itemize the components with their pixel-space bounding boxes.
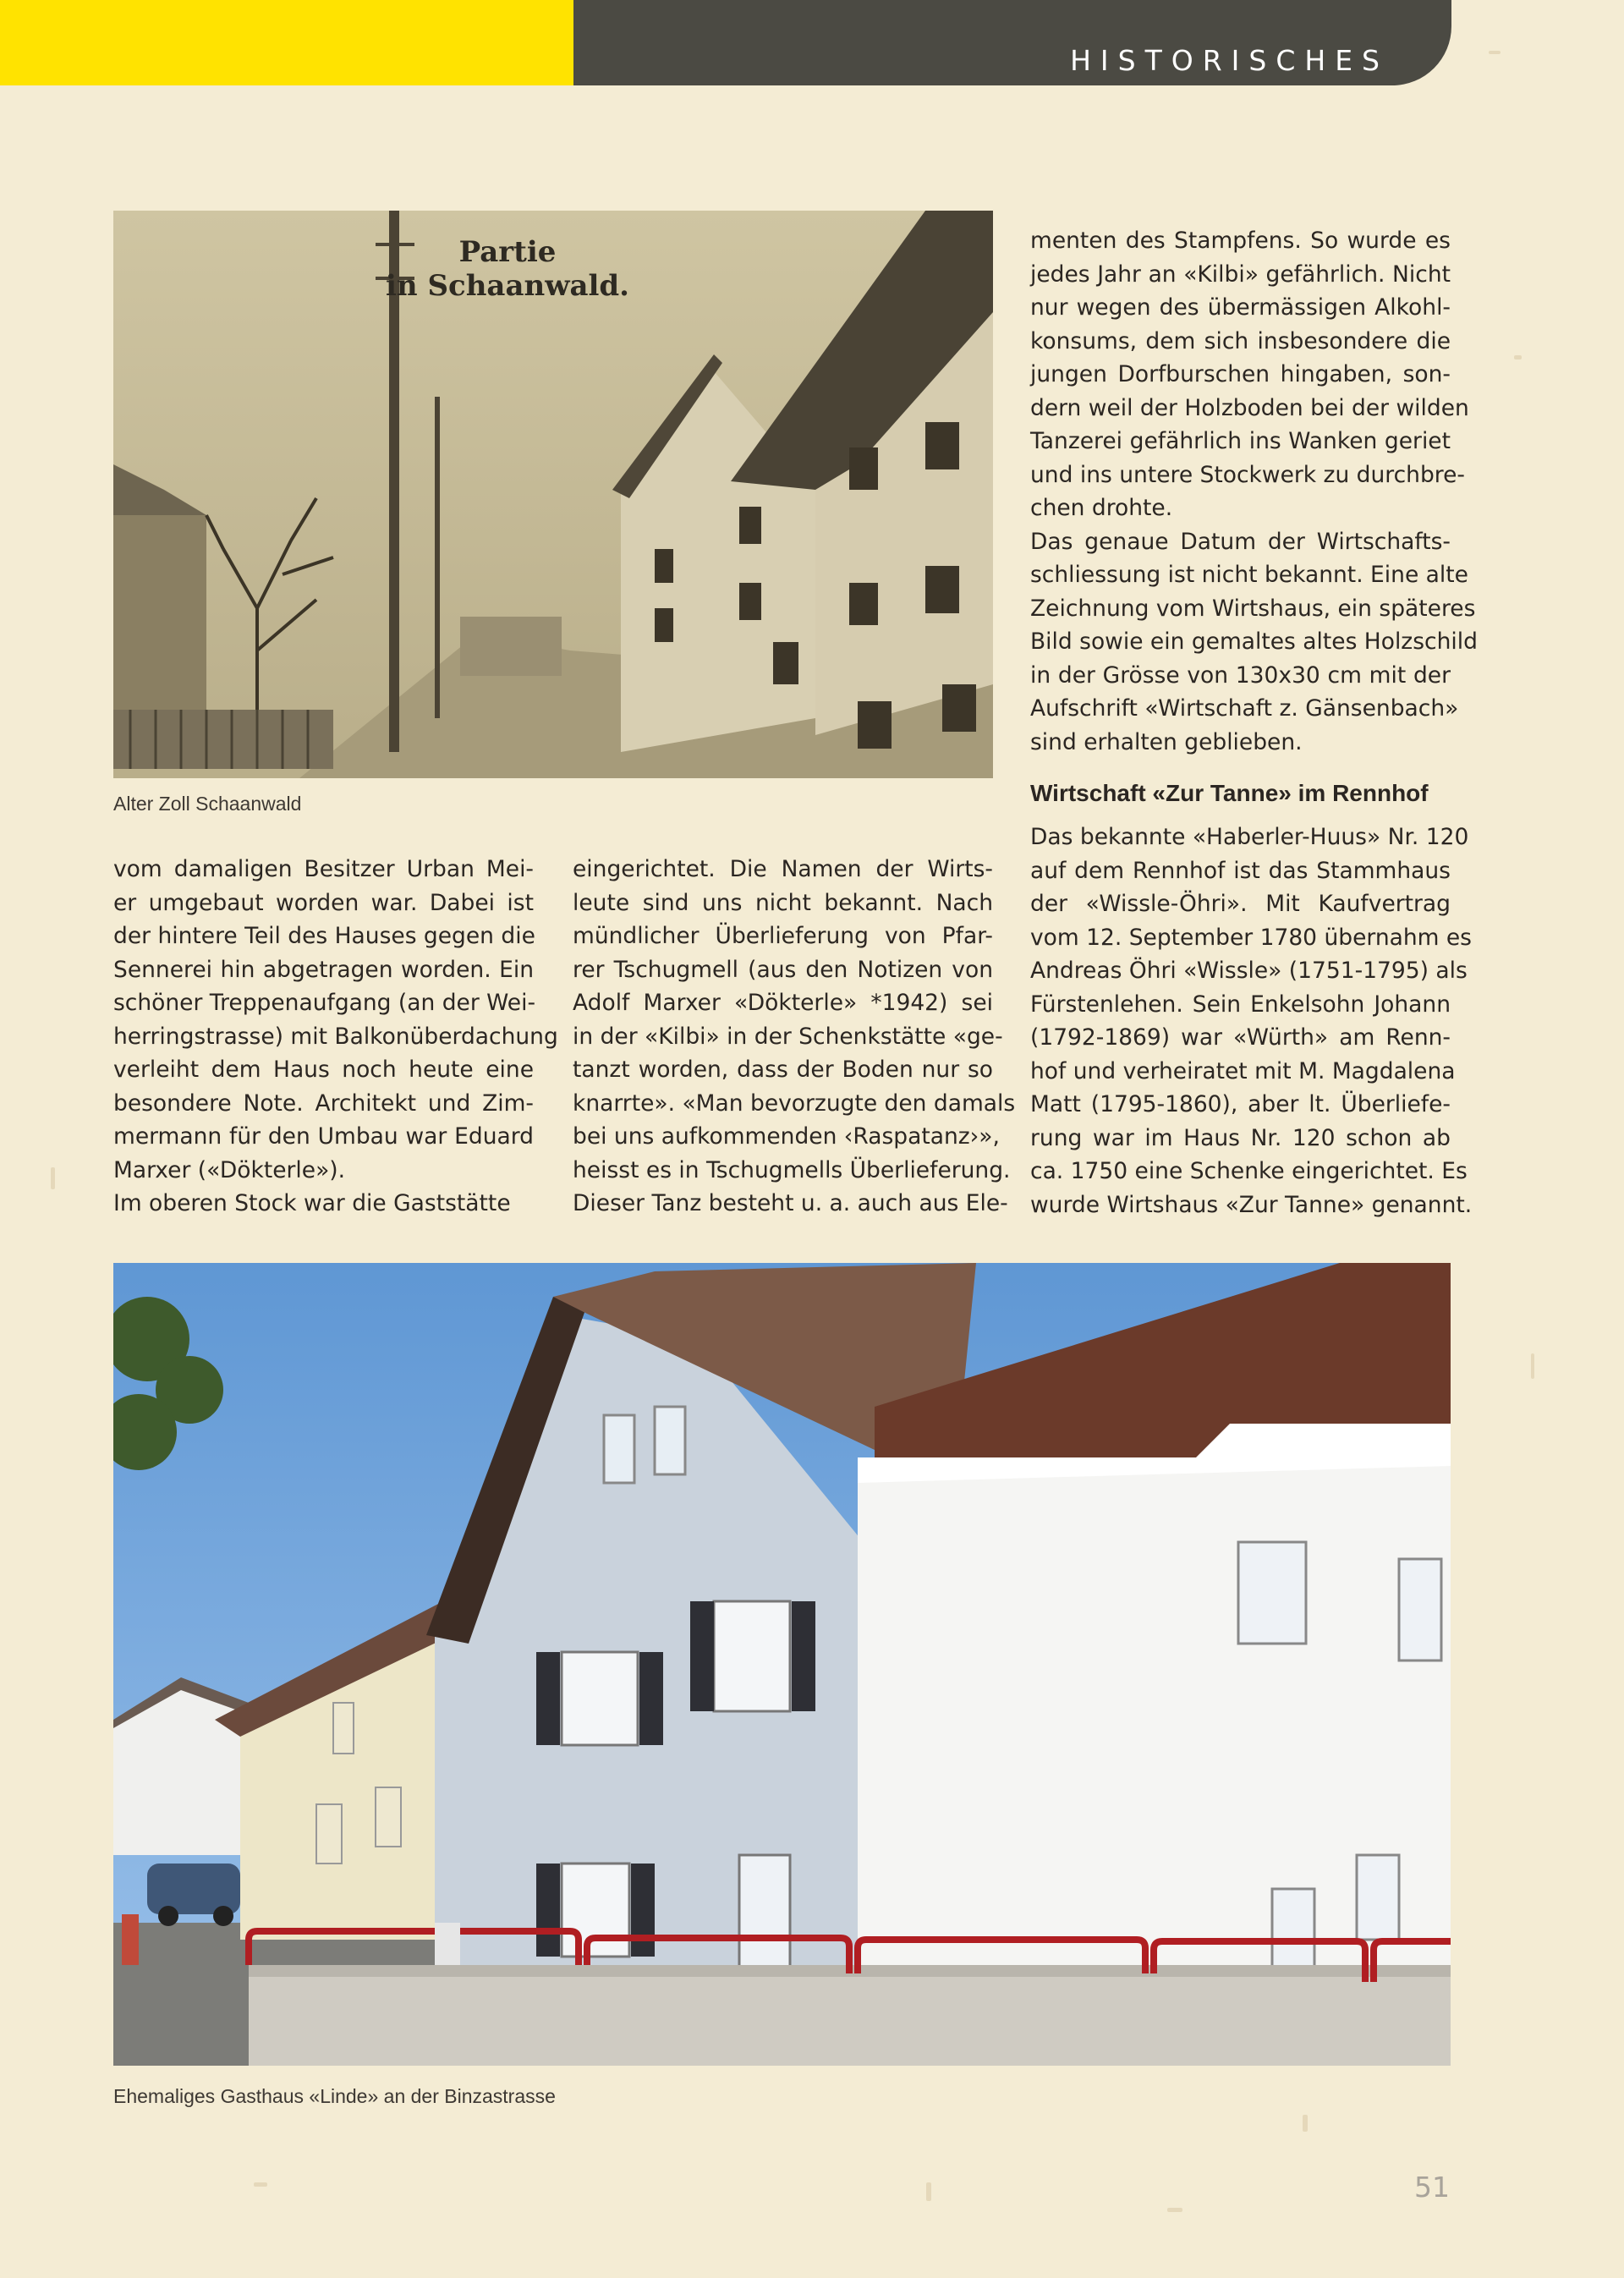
text-line: mermann für den Umbau war Eduard — [113, 1123, 534, 1150]
text-line: heisst es in Tschugmells Überlieferung. — [573, 1156, 1011, 1183]
paper-texture — [1531, 1353, 1534, 1379]
text-line: vom 12. September 1780 übernahm es — [1030, 924, 1472, 951]
text-line: rung war im Haus Nr. 120 schon ab — [1030, 1124, 1451, 1151]
text-line: Zeichnung vom Wirtshaus, ein späteres — [1030, 595, 1476, 622]
page-number: 51 — [1414, 2171, 1450, 2204]
text-line: rer Tschugmell (aus den Notizen von — [573, 956, 993, 983]
text-line: menten des Stampfens. So wurde es — [1030, 228, 1451, 254]
text-line: Fürstenlehen. Sein Enkelsohn Johann — [1030, 991, 1451, 1018]
text-line: konsums, dem sich insbesondere die — [1030, 327, 1451, 354]
section-title: HISTORISCHES — [1070, 44, 1389, 77]
text-line: Im oberen Stock war die Gaststätte — [113, 1190, 511, 1216]
text-line: (1792-1869) war «Würth» am Renn- — [1030, 1024, 1451, 1051]
text-line: dern weil der Holzboden bei der wilden — [1030, 394, 1469, 421]
text-line: in der «Kilbi» in der Schenkstätte «ge- — [573, 1023, 1003, 1050]
text-line: sind erhalten geblieben. — [1030, 728, 1303, 755]
text-line: mündlicher Überlieferung von Pfar- — [573, 923, 993, 949]
text-line: knarrte». «Man bevorzugte den damals — [573, 1090, 1016, 1117]
text-line: Adolf Marxer «Dökterle» *1942) sei — [573, 990, 993, 1016]
text-line: in der Grösse von 130x30 cm mit der — [1030, 661, 1451, 689]
photo-caption-top: Alter Zoll Schaanwald — [113, 793, 302, 815]
text-line: vom damaligen Besitzer Urban Mei- — [113, 856, 534, 882]
text-line: bei uns aufkommenden ‹Raspatanz›», — [573, 1123, 1000, 1150]
text-column-middle — [573, 853, 1016, 1221]
text-line: der hintere Teil des Hauses gegen die — [113, 923, 535, 949]
text-column-right-bottom — [1030, 821, 1473, 1221]
paper-texture — [1489, 51, 1501, 54]
text-line: er umgebaut worden war. Dabei ist — [113, 889, 534, 916]
text-line: besondere Note. Architekt und Zim- — [113, 1090, 534, 1117]
paper-texture — [1167, 2208, 1182, 2212]
text-line: jungen Dorfburschen hingaben, son- — [1030, 361, 1451, 387]
postcard-caption-line2: in Schaanwald. — [385, 269, 630, 303]
text-line: eingerichtet. Die Namen der Wirts- — [573, 856, 993, 882]
text-line: leute sind uns nicht bekannt. Nach — [573, 889, 993, 916]
text-line: Bild sowie ein gemaltes altes Holzschild — [1030, 629, 1478, 655]
text-line: schliessung ist nicht bekannt. Eine alte — [1030, 562, 1468, 588]
text-line: ca. 1750 eine Schenke eingerichtet. Es — [1030, 1158, 1468, 1184]
paper-texture — [1514, 355, 1522, 360]
text-line: nur wegen des übermässigen Alkohl- — [1030, 294, 1451, 321]
text-line: und ins untere Stockwerk zu durchbre- — [1030, 461, 1465, 488]
gasthaus-photo — [113, 1263, 1451, 2066]
text-line: Andreas Öhri «Wissle» (1751-1795) als — [1030, 958, 1468, 984]
text-line: chen drohte. — [1030, 495, 1173, 521]
paper-texture — [254, 2182, 267, 2187]
text-line: verleiht dem Haus noch heute eine — [113, 1057, 534, 1083]
header-yellow-block — [0, 0, 573, 85]
postcard-caption-line1: Partie — [458, 235, 557, 269]
text-line: Tanzerei gefährlich ins Wanken geriet — [1030, 428, 1451, 454]
text-line: Aufschrift «Wirtschaft z. Gänsenbach» — [1030, 695, 1459, 722]
text-column-left — [113, 853, 558, 1221]
text-line: Das genaue Datum der Wirtschafts- — [1030, 528, 1451, 555]
paper-texture — [1303, 2115, 1308, 2132]
postcard-photo — [113, 211, 993, 778]
text-line: Sennerei hin abgetragen worden. Ein — [113, 956, 534, 983]
photo-caption-bottom: Ehemaliges Gasthaus «Linde» an der Binzastrasse — [113, 2085, 556, 2107]
paper-texture — [51, 1167, 55, 1189]
text-line: auf dem Rennhof ist das Stammhaus — [1030, 857, 1451, 884]
text-line: jedes Jahr an «Kilbi» gefährlich. Nicht — [1030, 261, 1451, 288]
text-line: schöner Treppenaufgang (an der Wei- — [113, 990, 536, 1016]
text-column-right-top — [1030, 224, 1478, 759]
text-line: Matt (1795-1860), aber lt. Überliefe- — [1030, 1091, 1451, 1117]
text-line: Dieser Tanz besteht u. a. auch aus Ele- — [573, 1190, 1008, 1216]
text-line: wurde Wirtshaus «Zur Tanne» genannt. — [1030, 1191, 1473, 1218]
text-line: der «Wissle-Öhri». Mit Kaufvertrag — [1030, 891, 1451, 917]
text-line: Das bekannte «Haberler-Huus» Nr. 120 — [1030, 824, 1469, 850]
paper-texture — [926, 2182, 931, 2201]
text-line: Marxer («Dökterle»). — [113, 1156, 346, 1183]
text-line: herringstrasse) mit Balkonüberdachung — [113, 1023, 558, 1050]
section-heading: Wirtschaft «Zur Tanne» im Rennhof — [1030, 780, 1429, 806]
header-bar — [573, 0, 1451, 85]
text-line: tanzt worden, dass der Boden nur so — [573, 1057, 993, 1083]
text-line: hof und verheiratet mit M. Magdalena — [1030, 1057, 1456, 1084]
